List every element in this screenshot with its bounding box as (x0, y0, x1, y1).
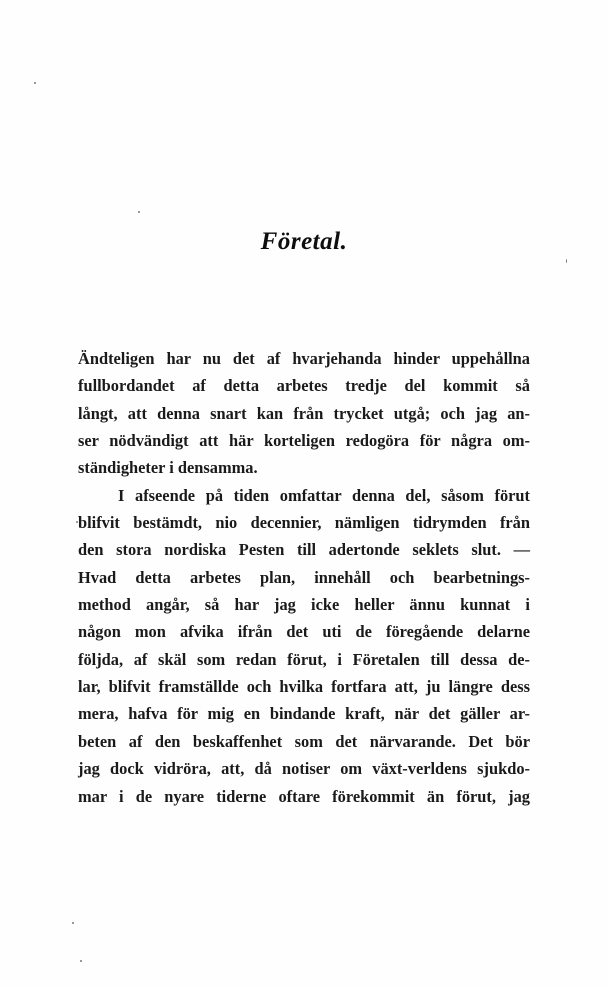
text-line: jag dock vidröra, att, då notiser om växt-verldens sjukdo- (78, 759, 530, 779)
text-line: fullbordandet af detta arbetes tredje del kommit så (78, 376, 530, 396)
page-title: Företal. (260, 228, 348, 255)
paper-speck (566, 259, 567, 263)
text-line: någon mon afvika ifrån det uti de föregående delarne (78, 622, 530, 642)
text-line: den stora nordiska Pesten till adertonde seklets slut. — (78, 540, 530, 560)
text-line: mera, hafva för mig en bindande kraft, när det gäller ar- (78, 704, 530, 724)
text-line: ständigheter i densamma. (78, 458, 258, 478)
paper-speck (138, 211, 140, 213)
text-line: långt, att denna snart kan från trycket utgå; och jag an- (78, 403, 530, 423)
paper-speck (80, 960, 82, 962)
paper-speck (72, 922, 74, 924)
text-line: I afseende på tiden omfattar denna del, såsom förut (118, 485, 530, 505)
text-line: lar, blifvit framställde och hvilka fortfara att, ju längre dess (78, 677, 530, 697)
text-line: Ändteligen har nu det af hvarjehanda hinder uppehållna (78, 349, 530, 368)
text-line: method angår, så har jag icke heller ännu kunnat i (78, 595, 530, 615)
text-line: ser nödvändigt att här korteligen redogöra för några om- (78, 431, 530, 451)
text-line: blifvit bestämdt, nio decennier, nämligen tidrymden från (78, 513, 530, 533)
paper-speck (76, 521, 78, 523)
text-line: Hvad detta arbetes plan, innehåll och bearbetnings- (78, 567, 530, 587)
text-line: beten af den beskaffenhet som det närvarande. Det bör (78, 731, 530, 751)
paper-speck (34, 82, 36, 84)
body-text (78, 345, 530, 810)
text-line: mar i de nyare tiderne oftare förekommit än förut, jag (78, 786, 530, 806)
text-line: följda, af skäl som redan förut, i Företalen till dessa de- (78, 649, 530, 669)
